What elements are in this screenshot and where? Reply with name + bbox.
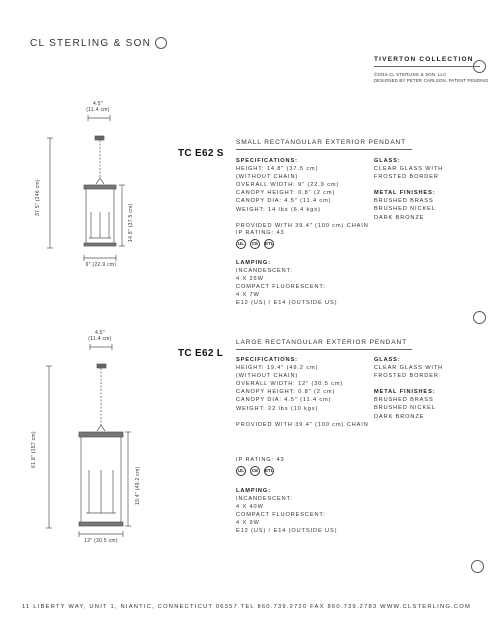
body-height-label: 14.8" (37.5 cm) [128,203,134,242]
lamping-block: LAMPING: INCANDESCENT: 4 X 40W COMPACT FLUORESCENT: 4 X 9W E12 (US) / E14 (OUTSIDE US) [236,488,338,535]
ip-rating: IP RATING: 43 [236,457,285,463]
ring-marker-icon [471,560,484,573]
product-title: LARGE RECTANGULAR EXTERIOR PENDANT [236,339,407,346]
glass-finishes-block: GLASS: CLEAR GLASS WITH FROSTED BORDER METAL FINISHES: BRUSHED BRASS BRUSHED NICKEL DARK BRONZE [374,357,444,420]
ip-rating: IP RATING: 43 [236,230,285,236]
copyright-notice: ©2016 CL STERLING & SON, LLC DESIGNED BY PETER CARLSON, PATENT PENDING [374,72,489,84]
etl-icon: ETL [264,239,274,249]
ul-icon: UL [236,239,246,249]
etl-icon: ETL [264,466,274,476]
overall-height-label: 37.5" (146 cm) [35,179,41,216]
product-title: SMALL RECTANGULAR EXTERIOR PENDANT [236,139,407,146]
collection-title: TIVERTON COLLECTION [374,56,474,63]
canopy-dim-label: 4.5" (11.4 cm) [88,330,112,342]
lamping-block: LAMPING: INCANDESCENT: 4 X 25W COMPACT FLUORESCENT: 4 X 7W E12 (US) / E14 (OUTSIDE US) [236,260,338,307]
ce-icon: CE [250,466,260,476]
width-label: 9" (22.9 cm) [85,262,117,268]
model-number: TC E62 L [178,348,224,359]
body-height-label: 19.4" (49.2 cm) [135,466,141,505]
specifications-block: SPECIFICATIONS: HEIGHT: 14.8" (37.5 cm) (WITHOUT CHAIN) OVERALL WIDTH: 9" (22.9 cm) CANOPY HEIGHT: 0.8" (2 cm) CANOPY DIA: 4.5" (11.4 cm) WEIGHT: 14 lbs (6.4 kgs) PROVIDED WITH 39.4" (100 cm) CHAIN [236,158,369,229]
footer-contact: 11 LIBERTY WAY, UNIT 1, NIANTIC, CONNECTICUT 06357 TEL 860.739.2720 FAX 860.739.2783 WWW.CLSTERLING.COM [22,604,471,610]
glass-finishes-block: GLASS: CLEAR GLASS WITH FROSTED BORDER METAL FINISHES: BRUSHED BRASS BRUSHED NICKEL DARK BRONZE [374,158,444,221]
specifications-block: SPECIFICATIONS: HEIGHT: 19.4" (49.2 cm) (WITHOUT CHAIN) OVERALL WIDTH: 12" (30.5 cm) CANOPY HEIGHT: 0.8" (2 cm) CANOPY DIA: 4.5" (11.4 cm) WEIGHT: 22 lbs (10 kgs) PROVIDED WITH 39.4" (100 cm) CHAIN [236,357,369,428]
brand-name: CL STERLING & SON [30,37,152,49]
overall-height-label: 61.8" (157 cm) [31,431,37,468]
certification-badges [236,466,274,476]
model-number: TC E62 S [178,148,224,159]
ul-icon: UL [236,466,246,476]
width-label: 12" (30.5 cm) [84,538,118,544]
canopy-dim-label: 4.5" (11.4 cm) [86,101,110,113]
ce-icon: CE [250,239,260,249]
title-divider [236,349,412,350]
